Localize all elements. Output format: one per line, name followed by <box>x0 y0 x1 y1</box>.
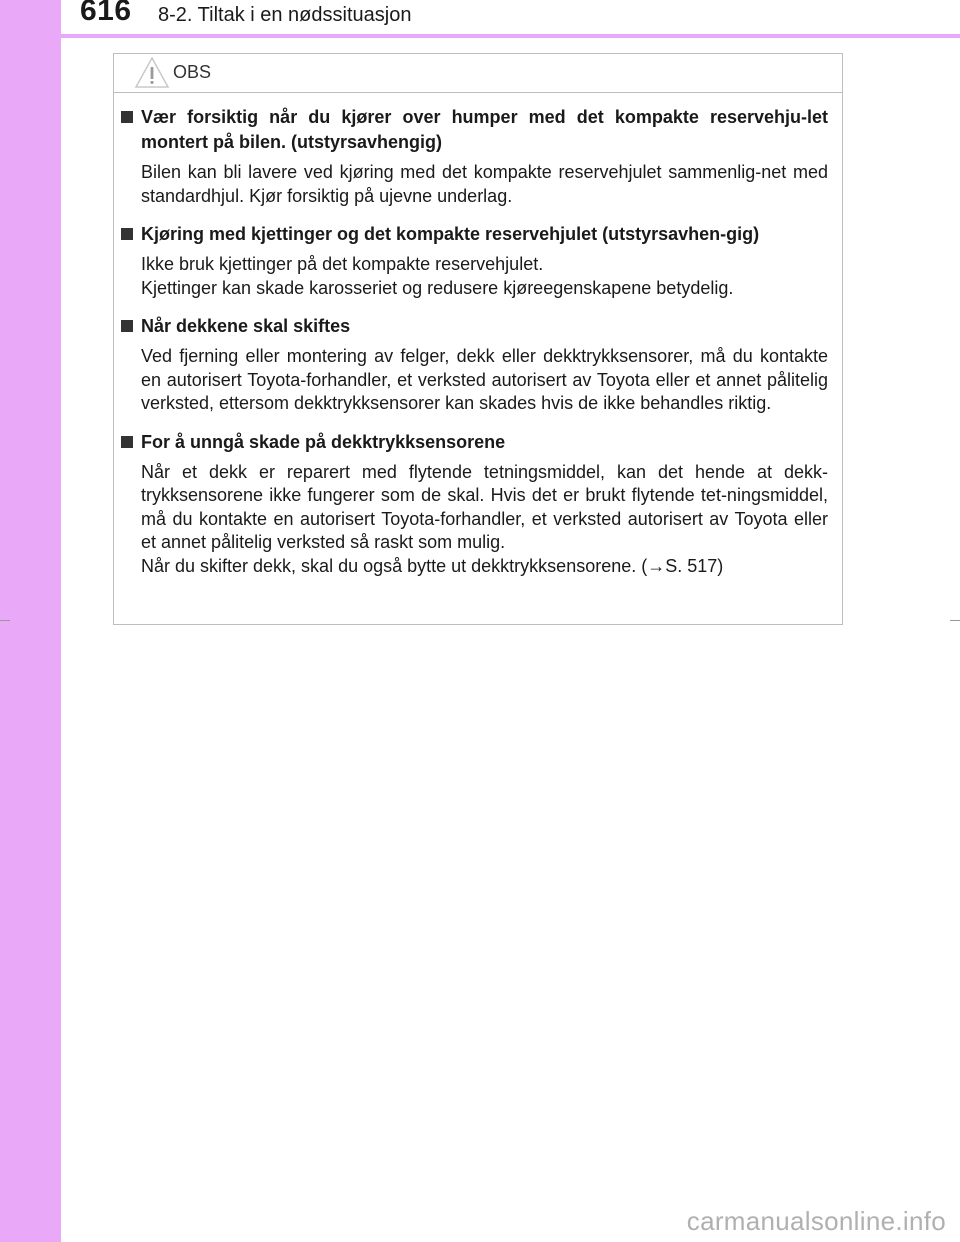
section-heading <box>141 222 828 247</box>
square-bullet-icon <box>121 228 133 240</box>
watermark-text: carmanualsonline.info <box>686 1206 946 1236</box>
square-bullet-icon <box>121 436 133 448</box>
section-heading-text: Kjøring med kjettinger og det kompakte reservehjulet (utstyrsavhen-gig) <box>141 224 760 244</box>
caution-label: OBS <box>173 62 212 82</box>
section-body <box>141 461 828 579</box>
section-body <box>141 253 828 300</box>
body-paragraph: Bilen kan bli lavere ved kjøring med det kompakte reservehjulet sammenlig-net med standardhjul. Kjør forsiktig på ujevne underlag. <box>141 162 828 206</box>
section-heading <box>141 105 828 155</box>
square-bullet-icon <box>121 320 133 332</box>
body-paragraph: Når et dekk er reparert med flytende tetningsmiddel, kan det hende at dekk-trykksensorene ikke fungerer som de skal. Hvis det er brukt flytende tet-ningsmiddel, må du kontakte en autorisert Toyota-forhandler, et verksted autorisert av Toyota eller et annet pålitelig verksted så raskt som mulig. <box>141 461 828 552</box>
section-body <box>141 345 828 416</box>
section-heading-text: For å unngå skade på dekktrykksensorene <box>141 431 506 452</box>
page-number: 616 <box>80 0 132 27</box>
section-body <box>141 161 828 208</box>
section-heading-text: Når dekkene skal skiftes <box>141 316 351 336</box>
caution-content <box>114 105 842 592</box>
page-header <box>0 0 960 34</box>
caution-box <box>113 53 843 625</box>
page-side-band <box>0 0 61 1242</box>
crop-mark-left <box>0 620 10 621</box>
body-paragraph: Ikke bruk kjettinger på det kompakte reservehjulet. <box>141 254 544 274</box>
caution-section <box>114 105 842 208</box>
square-bullet-icon <box>121 111 133 123</box>
caution-section <box>114 314 842 416</box>
caution-section <box>114 430 842 579</box>
body-paragraph: Ved fjerning eller montering av felger, dekk eller dekktrykksensorer, må du kontakte en autorisert Toyota-forhandler, et verksted autorisert av Toyota eller et annet pålitelig verksted, ettersom dekktrykksensorer kan skades hvis de ikke behandles riktig. <box>141 346 828 413</box>
section-heading <box>141 430 828 455</box>
body-paragraph: Kjettinger kan skade karosseriet og redusere kjøreegenskapene betydelig. <box>141 277 734 298</box>
section-heading-text: Vær forsiktig når du kjører over humper med det kompakte reservehju-let montert på bilen. (utstyrsavhengig) <box>141 107 828 152</box>
section-title: 8-2. Tiltak i en nødssituasjon <box>158 4 412 26</box>
header-rule <box>0 34 960 38</box>
body-paragraph: Når du skifter dekk, skal du også bytte ut dekktrykksensorene. (→S. 517) <box>141 555 724 576</box>
caution-section <box>114 222 842 300</box>
section-heading <box>141 314 828 339</box>
crop-mark-right <box>950 620 960 621</box>
caution-header <box>114 54 842 93</box>
warning-triangle-icon <box>134 56 170 89</box>
